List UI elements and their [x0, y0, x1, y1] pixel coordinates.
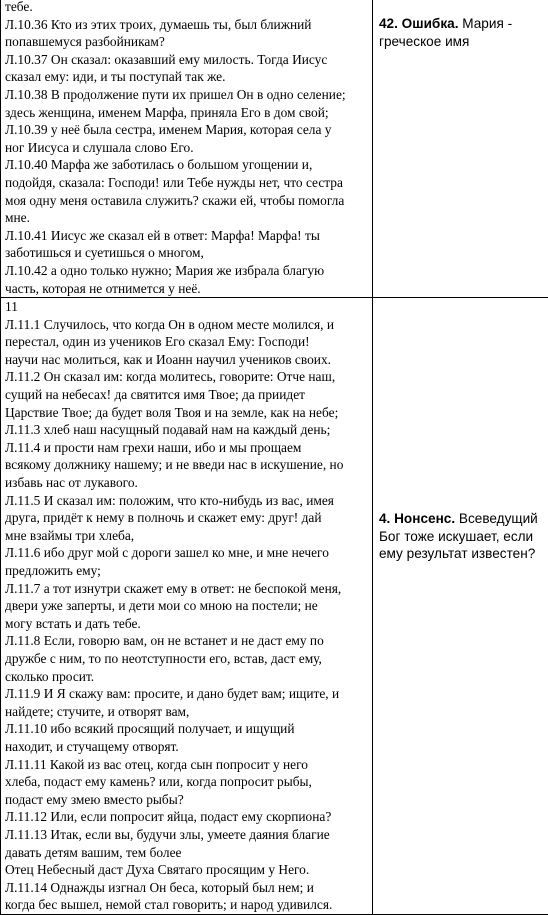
table-row	[1, 298, 548, 915]
verse-line: Л.11.7 а тот изнутри скажет ему в ответ: не беспокой меня,	[5, 580, 369, 598]
verse-line: Л.11.13 Итак, если вы, будучи злы, умеете даяния благие	[5, 826, 369, 844]
verse-line: когда бес вышел, немой стал говорить; и народ удивился.	[5, 896, 369, 914]
note-label: 4. Нонсенс.	[379, 511, 455, 526]
verse-line: моя одну меня оставила служить? скажи ей, чтобы помогла	[5, 192, 369, 210]
verse-line: Л.11.5 И сказал им: положим, что кто-нибудь из вас, имея	[5, 492, 369, 510]
verse-line: Царствие Твое; да будет воля Твоя и на земле, как на небе;	[5, 404, 369, 422]
verse-line: ног Иисуса и слушала слово Его.	[5, 139, 369, 157]
verse-line: предложить ему;	[5, 562, 369, 580]
verse-line: всякому должнику нашему; и не введи нас в искушение, но	[5, 456, 369, 474]
verse-line: сколько просит.	[5, 668, 369, 686]
note-text: Мария -	[458, 16, 512, 31]
verse-line: Л.10.42 а одно только нужно; Мария же избрала благую	[5, 262, 369, 280]
note-cell	[373, 298, 548, 915]
note-text: Бог тоже искушает, если	[379, 528, 545, 546]
note-text: ему результат известен?	[379, 545, 545, 563]
verse-line: Л.10.38 В продолжение пути их пришел Он в одно селение;	[5, 86, 369, 104]
verse-line: Л.11.4 и прости нам грехи наши, ибо и мы прощаем	[5, 439, 369, 457]
verse-line: Л.10.39 у неё была сестра, именем Мария, которая села у	[5, 121, 369, 139]
verse-line: Л.11.6 ибо друг мой с дороги зашел ко мне, и мне нечего	[5, 544, 369, 562]
verse-line: Л.11.10 ибо всякий просящий получает, и ищущий	[5, 720, 369, 738]
verse-line: Л.11.8 Если, говорю вам, он не встанет и не даст ему по	[5, 632, 369, 650]
verse-line: найдете; стучите, и отворят вам,	[5, 703, 369, 721]
verse-line: Л.10.37 Он сказал: оказавший ему милость. Тогда Иисус	[5, 51, 369, 69]
verse-line: подойдя, сказала: Господи! или Тебе нужды нет, что сестра	[5, 174, 369, 192]
verse-line: Л.11.2 Он сказал им: когда молитесь, говорите: Отче наш,	[5, 368, 369, 386]
verse-line: Л.11.1 Случилось, что когда Он в одном месте молился, и	[5, 316, 369, 334]
verse-line: могу встать и дать тебе.	[5, 615, 369, 633]
verse-line: подаст ему змею вместо рыбы?	[5, 791, 369, 809]
verse-line: Отец Небесный даст Духа Святаго просящим у Него.	[5, 861, 369, 879]
verse-line: научи нас молиться, как и Иоанн научил учеников своих.	[5, 351, 369, 369]
verse-line: Л.10.36 Кто из этих троих, думаешь ты, был ближний	[5, 16, 369, 34]
verse-line: заботишься и суетишься о многом,	[5, 244, 369, 262]
verse-line: двери уже заперты, и дети мои со мною на постели; не	[5, 597, 369, 615]
verse-line: Л.11.11 Какой из вас отец, когда сын попросит у него	[5, 756, 369, 774]
verse-line: сказал ему: иди, и ты поступай так же.	[5, 68, 369, 86]
verse-line: часть, которая не отнимется у неё.	[5, 280, 369, 298]
verse-line: Л.10.41 Иисус же сказал ей в ответ: Марфа! Марфа! ты	[5, 227, 369, 245]
verse-line: Л.10.40 Марфа же заботилась о большом угощении и,	[5, 156, 369, 174]
verse-line: Л.11.3 хлеб наш насущный подавай нам на каждый день;	[5, 421, 369, 439]
verse-cell	[1, 0, 373, 298]
verse-line: сущий на небесах! да святится имя Твое; да приидет	[5, 386, 369, 404]
verse-line: дружбе с ним, то по неотступности его, встав, даст ему,	[5, 650, 369, 668]
verse-line: друга, придёт к нему в полночь и скажет ему: друг! дай	[5, 509, 369, 527]
note-label: 42. Ошибка.	[379, 16, 458, 31]
verse-line: мне взаймы три хлеба,	[5, 527, 369, 545]
verse-cell	[1, 298, 373, 915]
verse-line: 11	[5, 298, 369, 316]
note-text: Всеведущий	[455, 511, 538, 526]
verse-line: тебе.	[5, 0, 369, 16]
verse-line: давать детям вашим, тем более	[5, 844, 369, 862]
verse-line: попавшемуся разбойникам?	[5, 33, 369, 51]
note-text: греческое имя	[379, 33, 545, 51]
verse-line: Л.11.12 Или, если попросит яйца, подаст ему скорпиона?	[5, 808, 369, 826]
verse-line: здесь женщина, именем Марфа, приняла Его в дом свой;	[5, 104, 369, 122]
table-row	[1, 0, 548, 298]
verse-line: Л.11.14 Однажды изгнал Он беса, который был нем; и	[5, 879, 369, 897]
verse-line: хлеба, подаст ему камень? или, когда попросит рыбы,	[5, 773, 369, 791]
note-cell	[373, 0, 548, 298]
verse-line: находит, и стучащему отворят.	[5, 738, 369, 756]
verse-line: избавь нас от лукавого.	[5, 474, 369, 492]
verse-line: Л.11.9 И Я скажу вам: просите, и дано будет вам; ищите, и	[5, 685, 369, 703]
verse-line: перестал, один из учеников Его сказал Ему: Господи!	[5, 333, 369, 351]
verse-line: мне.	[5, 209, 369, 227]
